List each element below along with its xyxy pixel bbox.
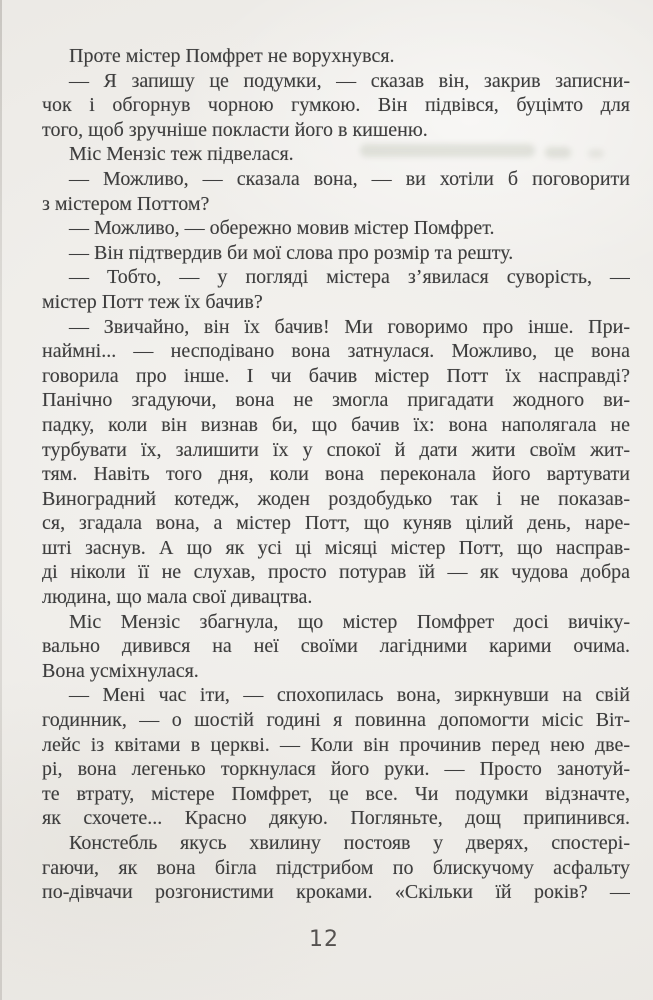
text-line: лейс із квітами в церкві. — Коли він прочинив перед нею две- — [42, 733, 630, 756]
text-line: турбувати їх, залишити їх у спокої й дати жити своїм жит- — [42, 438, 630, 461]
text-line: — Він підтвердив би мої слова про розмір та решту. — [69, 241, 514, 264]
text-line: говорила про інше. І чи бачив містер Потт їх насправді? — [42, 364, 630, 387]
page-number: 12 — [309, 927, 339, 952]
text-line: Міс Мензіс теж підвелася. — [69, 143, 294, 166]
text-line: годинник, — о шостій годині я повинна допомогти місіс Віт- — [42, 709, 630, 732]
text-line: Проте містер Помфрет не ворухнувся. — [69, 45, 395, 67]
text-line: — Можливо, — сказала вона, — ви хотіли б поговорити — [69, 167, 630, 190]
text-line: вально дивився на неї своїми лагідними карими очима. — [42, 635, 630, 658]
text-line: Панічно згадуючи, вона не змогла пригадати жодного ви- — [42, 389, 630, 412]
text-line: Констебль якусь хвилину постояв у дверях, спостері- — [69, 832, 630, 854]
text-line: по-дівчачи розгонистими кроками. «Скільки їй років? — — [42, 881, 630, 904]
text-line: Виноградний котедж, жоден роздобудько так і не показав- — [42, 487, 630, 510]
text-line: те втрату, містере Помфрет, це все. Чи подумки відзначте, — [42, 782, 630, 805]
text-line: — Я запишу це подумки, — сказав він, закрив записни- — [69, 69, 630, 92]
text-line: чок і обгорнув чорною гумкою. Він підвівся, буцімто для — [42, 94, 630, 117]
text-line: наймні... — несподівано вона затнулася. Можливо, це вона — [42, 340, 630, 363]
text-line: шті заснув. А що як усі ці місяці містер Потт, що насправ- — [42, 536, 630, 559]
text-line: — Звичайно, він їх бачив! Ми говоримо про інше. При- — [69, 315, 630, 338]
text-line: — Можливо, — обережно мовив містер Помфрет. — [69, 217, 495, 240]
text-line: — Тобто, — у погляді містера з’явилася суворість, — — [69, 266, 630, 289]
text-line: як схочете... Красно дякую. Погляньте, дощ припинився. — [42, 807, 630, 830]
text-line: ся, згадала вона, а містер Потт, що куняв цілий день, наре- — [42, 512, 630, 535]
text-line: падку, коли він визнав би, що бачив їх: вона наполягала не — [42, 413, 630, 436]
text-line: Міс Мензіс збагнула, що містер Помфрет досі вичіку- — [69, 610, 630, 633]
text-line: гаючи, як вона бігла підстрибом по блискучому асфальту — [42, 856, 630, 879]
text-line: тям. Навіть того дня, коли вона переконала його вартувати — [42, 463, 630, 486]
text-line: — Мені час іти, — спохопилась вона, зиркнувши на свій — [69, 684, 630, 707]
text-line: ді ніколи її не слухав, просто потурав їй — як чудова добра — [42, 561, 630, 584]
page-text — [42, 44, 630, 905]
text-line: Вона усміхнулася. — [42, 659, 199, 682]
text-line: людина, що мала свої дивацтва. — [42, 586, 313, 609]
text-line: містер Потт теж їх бачив? — [42, 290, 263, 313]
text-line: того, щоб зручніше покласти його в кишеню. — [42, 118, 428, 141]
scan-edge-shadow — [0, 0, 2, 1000]
text-line: рі, вона легенько торкнулася його руки. — Просто занотуй- — [42, 758, 630, 781]
text-line: з містером Поттом? — [42, 192, 210, 215]
